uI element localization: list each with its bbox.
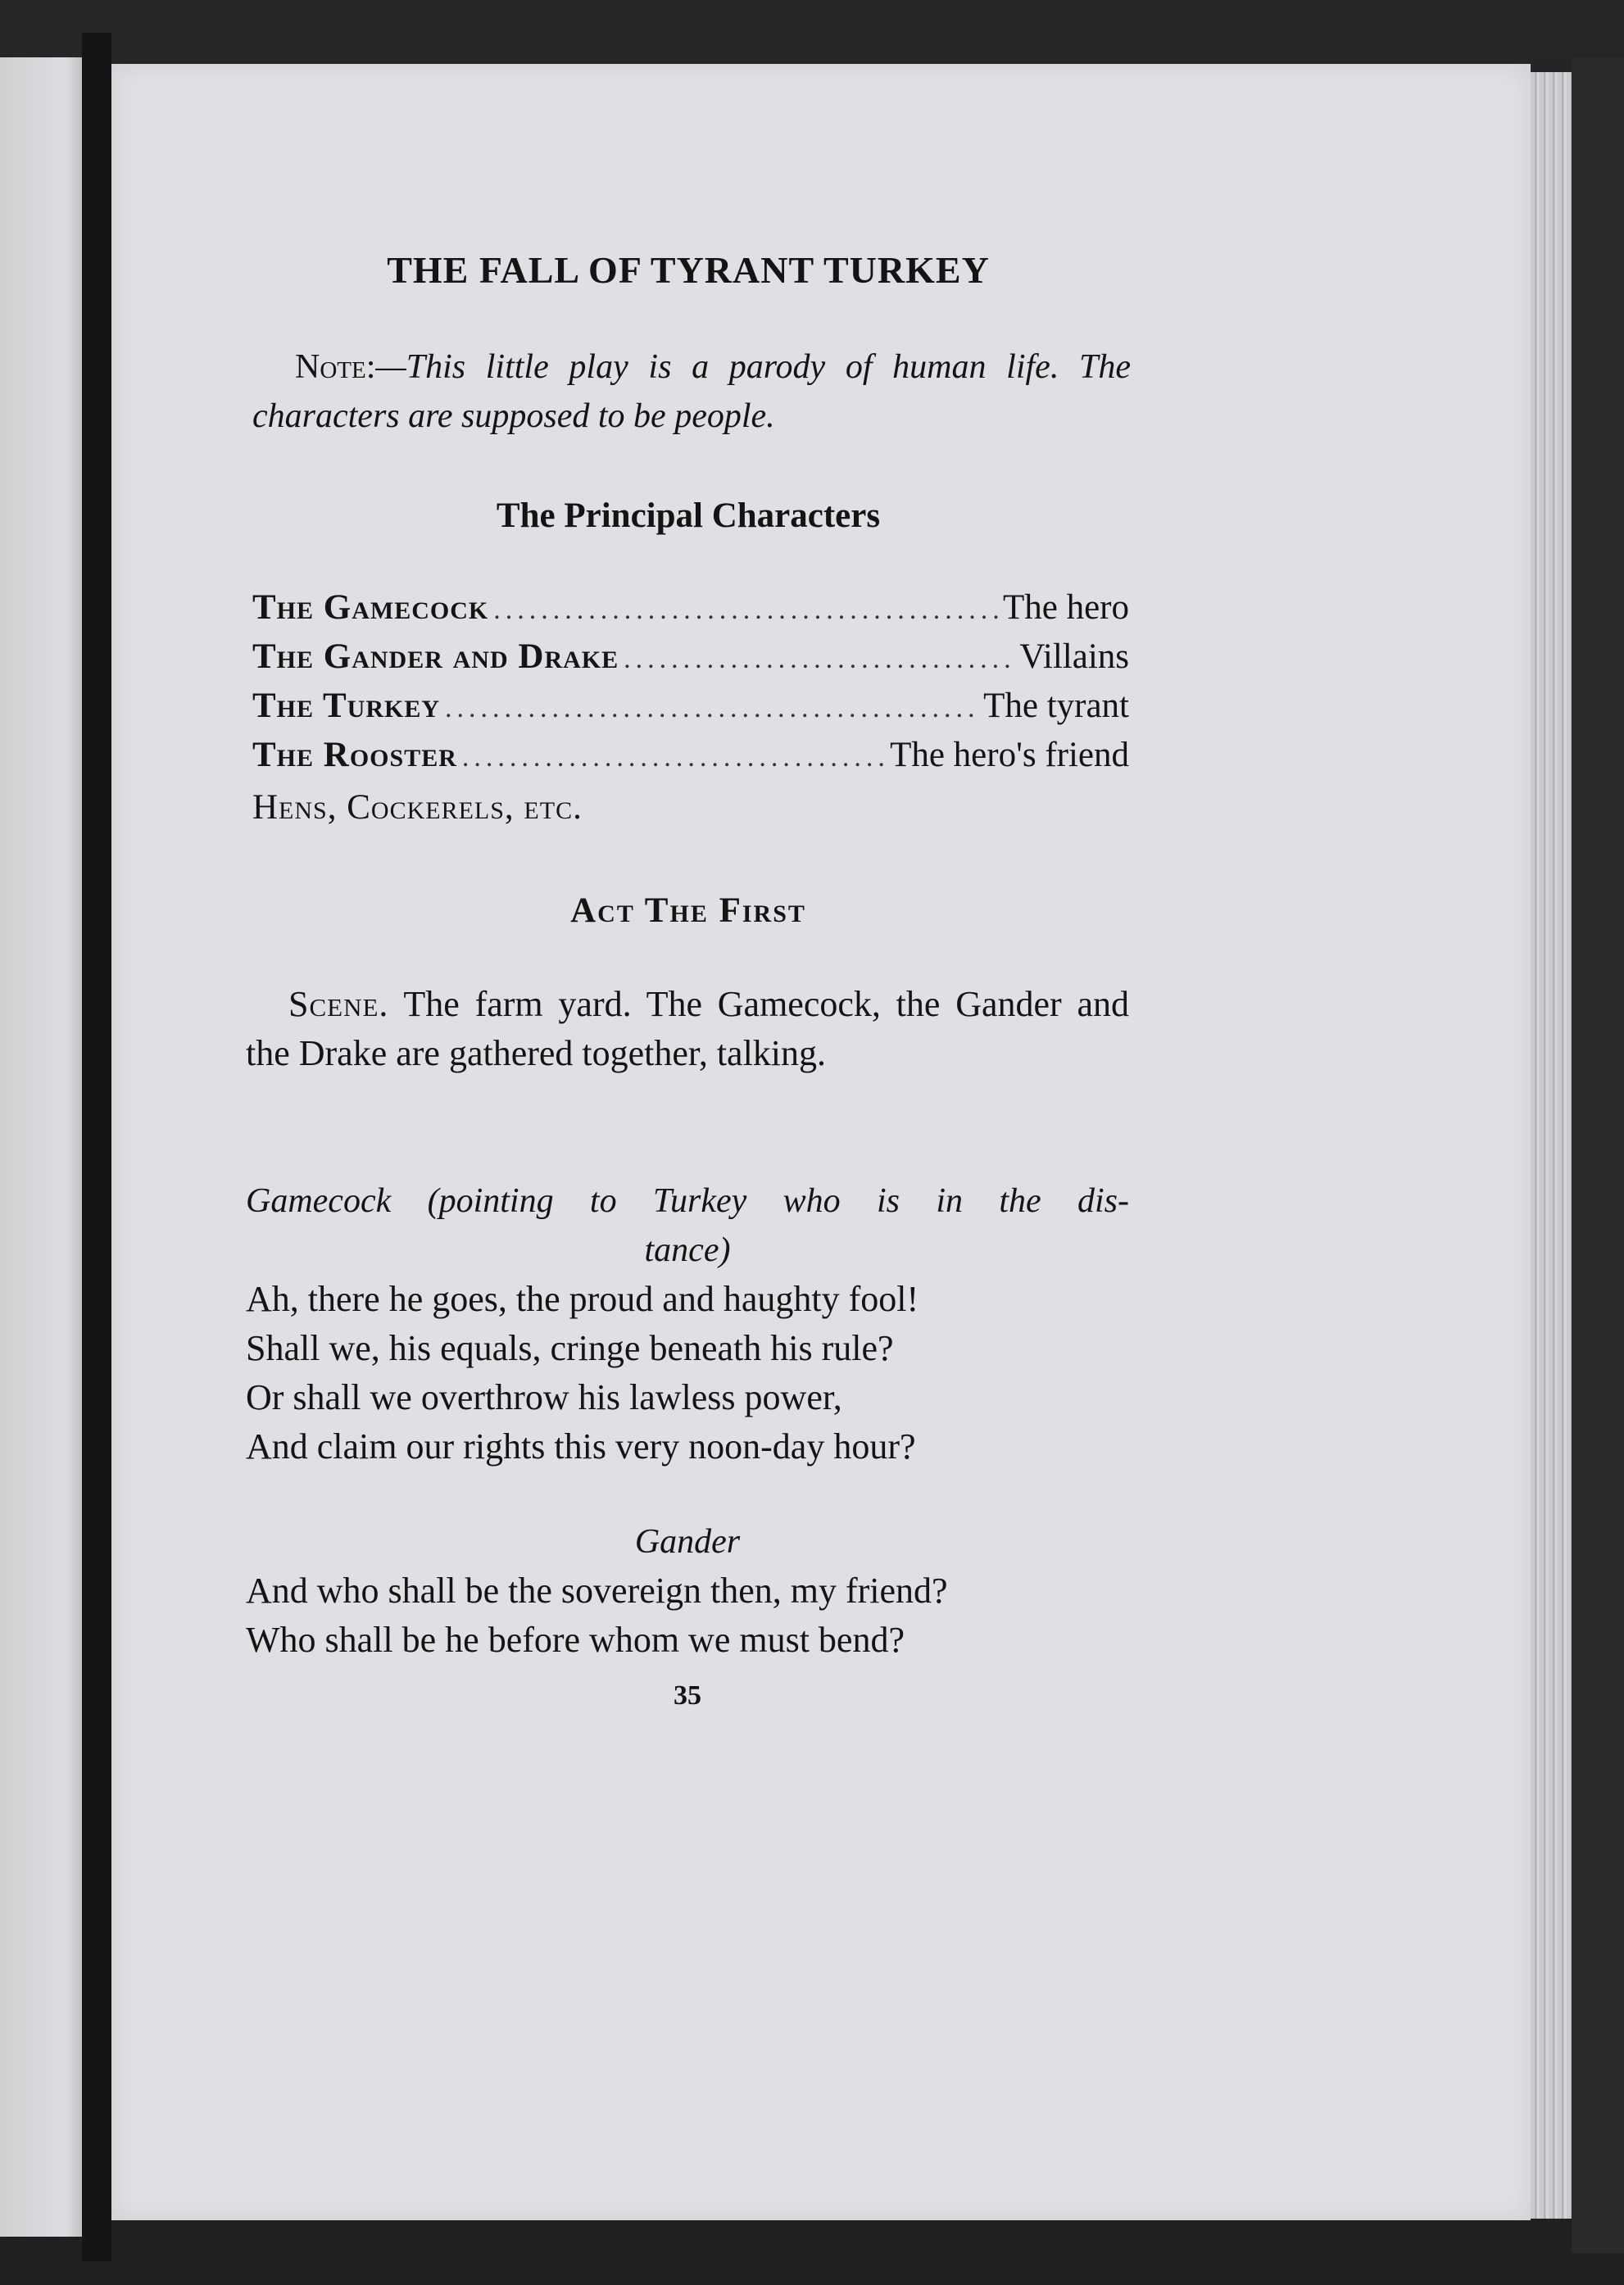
verse-line: Shall we, his equals, cringe beneath his rule? [246, 1328, 894, 1368]
verse-line: Who shall be he before whom we must bend? [246, 1620, 905, 1660]
speaker-direction-line: tance) [644, 1231, 731, 1269]
verse-line: Ah, there he goes, the proud and haughty fool! [246, 1279, 919, 1319]
book-gutter [82, 33, 111, 2261]
cast-role: The Turkey [252, 687, 441, 725]
gander-verse [246, 1566, 1139, 1665]
cast-description: The hero's friend [890, 736, 1129, 774]
cast-description: Villains [1019, 637, 1129, 676]
note-text: —This little play is a parody of human life. The characters are supposed to be people. [252, 348, 1131, 435]
cast-description: The tyrant [983, 687, 1129, 725]
cast-entry [252, 731, 1129, 780]
dot-leader [493, 586, 998, 635]
speaker-direction-line: Gamecock (pointing to Turkey who is in the dis- [246, 1182, 1129, 1220]
verse-line: And claim our rights this very noon-day hour? [246, 1426, 916, 1467]
scene-description [246, 980, 1129, 1078]
cast-entry [252, 682, 1129, 731]
cast-entry [252, 583, 1129, 632]
page-number: 35 [674, 1680, 701, 1711]
cast-list [252, 583, 1129, 780]
dot-leader [462, 733, 885, 782]
cast-role: The Gander and Drake [252, 637, 619, 676]
note-label: Note: [295, 348, 376, 386]
scene-label: Scene. [288, 984, 389, 1024]
cast-role: The Rooster [252, 736, 457, 774]
note-paragraph [252, 342, 1131, 441]
characters-heading: The Principal Characters [496, 496, 881, 535]
gamecock-verse [246, 1275, 1139, 1471]
act-heading: Act The First [570, 891, 806, 930]
previous-page-edge [0, 57, 82, 2237]
verse-line: Or shall we overthrow his lawless power, [246, 1377, 842, 1417]
page-stack-edge [1531, 72, 1572, 2219]
scene-text: The farm yard. The Gamecock, the Gander and the Drake are gathered together, talking. [246, 984, 1129, 1073]
cast-role: The Gamecock [252, 588, 489, 627]
cast-description: The hero [1002, 588, 1129, 627]
verse-line: And who shall be the sovereign then, my friend? [246, 1571, 948, 1611]
dot-leader [624, 635, 1014, 684]
dot-leader [445, 684, 978, 733]
other-characters: Hens, Cockerels, etc. [252, 788, 583, 827]
speaker-gander: Gander [634, 1523, 741, 1561]
cast-entry [252, 632, 1129, 682]
book-cover-edge [1572, 57, 1624, 2253]
speaker-gamecock [246, 1177, 1129, 1275]
play-title: THE FALL OF TYRANT TURKEY [387, 249, 990, 291]
